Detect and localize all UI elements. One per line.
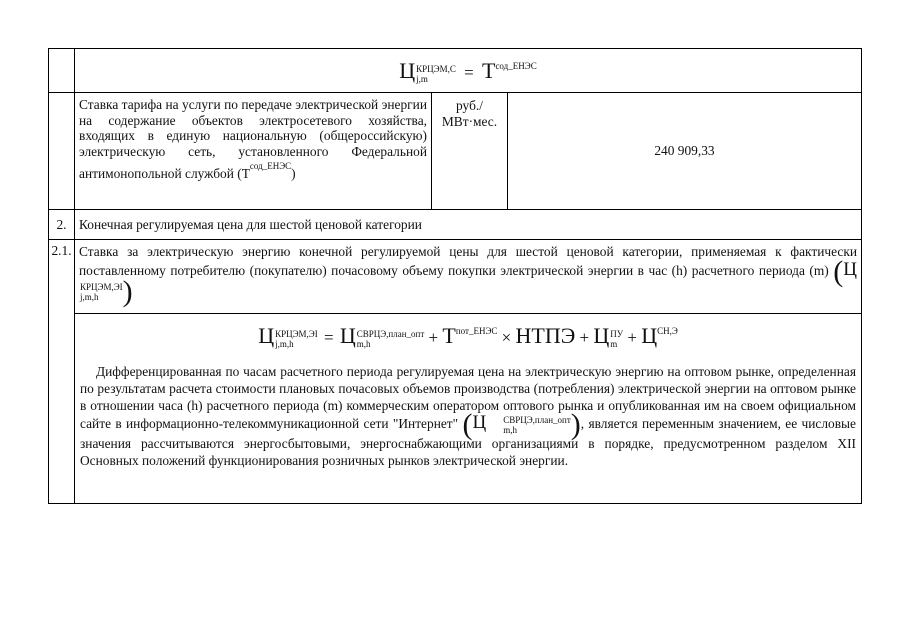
price-explanation: Дифференцированная по часам расчетного периода регулируемая цена на электрическую энергию на оптовом рынке, определенная по результатам расчета стоимости плановых почасовых объемов производства (потребления) электрической энергии на оптовом рынке в отношении часа (h) расчетного периода (m) коммерческим оператором оптового рынка и опубликованная им на своем официальном сайте в информационно-телекоммуникационной сети "Интернет" (Ц СВРЦЭ,план_опт m,h ), является переменным значением, ее числовые значения рассчитываются энергосбытовыми, энергоснабжающими организациями в порядке, предусмотренном разделом XII Основных положений функционирования розничных рынков электрической энергии. xyxy=(80,364,856,469)
row-number: 2.1. xyxy=(49,240,75,504)
formula-c: Ц КРЦЭМ,С j,m = $Т^{сод\_ЕНЭС}$ xyxy=(75,49,862,93)
row-number: 2. xyxy=(49,210,75,240)
table-row-formula-c xyxy=(49,49,862,93)
rate-description: Ставка тарифа на услуги по передаче электрической энергии на содержание объектов электросетевого хозяйства, входящих в единую национальную (общероссийскую) электрическую сеть, установленного Федеральной антимонопольной службой $(Т^{сод\_ЕНЭС})$ xyxy=(75,93,432,210)
row-2-1-text: Ставка за электрическую энергию конечной регулируемой цены для шестой ценовой категории, применяемая к фактически поставленному потребителю (покупателю) почасовому объему покупки электрической энергии в час (h) расчетного периода (m) (Ц КРЦЭМ,ЭI j,m,h ) xyxy=(75,240,862,314)
formula-ei: Ц КРЦЭМ,ЭI j,m,h = Ц СВРЦЭ,план_опт m,h + $Т^{пот\_ЕНЭС}$ × НТПЭ + Ц ПУ m + $Ц^{СН,Э}$ xyxy=(258,323,678,350)
rate-value: 240 909,33 xyxy=(508,93,862,210)
rate-unit: руб./МВт·мес. xyxy=(432,93,508,210)
table-row-2-1 xyxy=(49,240,862,314)
row-2-text: Конечная регулируемая цена для шестой ценовой категории xyxy=(75,210,862,240)
table-row-rate xyxy=(49,93,862,210)
formula-cell xyxy=(75,314,862,504)
document-page xyxy=(48,48,861,504)
table-row-2 xyxy=(49,210,862,240)
table-row-2-1-formula xyxy=(49,314,862,504)
tariff-table xyxy=(48,48,862,504)
num-cell-empty xyxy=(49,93,75,210)
num-cell-empty xyxy=(49,49,75,93)
